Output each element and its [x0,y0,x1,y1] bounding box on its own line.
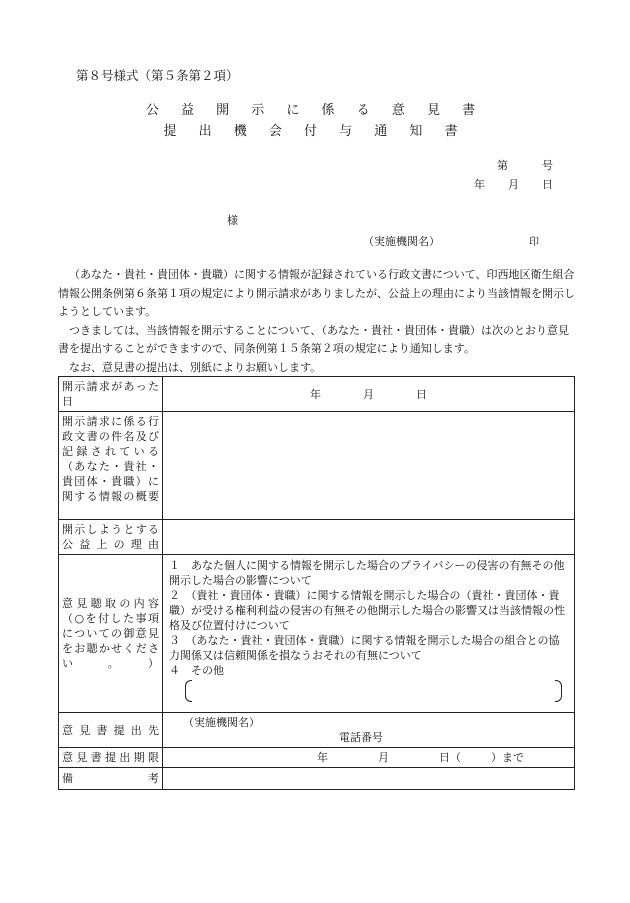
submission-phone-label: 電話番号 [339,731,383,744]
opinion-item-text: あなた個人に関する情報を開示した場合のプライバシーの侵害の有無その他開示した場合の影響について [169,559,565,587]
value-submission-destination [163,713,575,748]
label-request-date: 開示請求があった日 [59,377,163,412]
document-title-line-1: 公 益 開 示 に 係 る 意 見 書 [145,103,485,118]
table-row [59,412,575,520]
seal-mark: 印 [529,237,539,248]
submission-org-label: （実施機関名） [183,716,260,729]
request-date-year: 年 [310,387,321,401]
table-row [59,520,575,555]
sender-label: （実施機関名） [363,235,440,248]
label-opinion-content: 意見聴取の内容（○を付した事項についての御意見をお聴かせください。） [59,555,163,713]
table-row [59,768,575,790]
value-request-date [163,377,575,412]
opinion-item-4 [169,663,568,678]
left-bracket [185,680,192,702]
label-document-summary: 開示請求に係る行政文書の件名及び記録されている（あなた・貴社・貴団体・貴職）に関する情報の概要 [59,412,163,520]
opinion-item-1 [169,558,568,588]
right-bracket [555,680,562,702]
request-date-day: 日 [416,387,427,401]
addressee-suffix: 様 [227,214,238,227]
label-public-interest-reason: 開示しようとする公益上の理由 [59,520,163,555]
notice-paragraph-2: つきましては、当該情報を開示することについて、（あなた・貴社・貴団体・貴職）は次のとおり意見書を提出することができますので、同条例第１５条第２項の規定により通知します。 [58,323,570,355]
value-document-summary[interactable] [163,412,575,520]
table-row [59,748,575,768]
value-remarks[interactable] [163,768,575,790]
form-number: 第８号様式（第５条第２項） [76,68,239,83]
issue-date-day: 日 [542,178,553,191]
opinion-item-text: （貴社・貴団体・貴職）に関する情報を開示した場合の（貴社・貴団体・貴職）が受ける権利利益の侵害の有無その他開示した場合の影響又は当該情報の性格及び位置付けについて [169,589,565,632]
table-row [59,555,575,713]
opinion-item-number: ４ [169,664,180,677]
opinion-item-3 [169,633,568,663]
deadline-year: 年 [317,751,328,764]
opinion-form-table [58,376,575,790]
deadline-month: 月 [378,751,389,764]
value-public-interest-reason[interactable] [163,520,575,555]
deadline-close: ）まで [491,751,524,764]
opinion-item-number: １ [169,559,180,572]
opinion-item-text: その他 [191,664,224,677]
label-remarks: 備考 [59,768,163,790]
doc-number-go: 号 [542,159,553,172]
issue-date-month: 月 [508,178,519,191]
opinion-item-2 [169,588,568,633]
notice-paragraph-1: （あなた・貴社・貴団体・貴職）に関する情報が記録されている行政文書について、印西地区衛生組合情報公開条例第６条第１項の規定により開示請求がありましたが、公益上の理由により当該情報を開示しようとしています。 [58,268,575,318]
opinion-item-text: （あなた・貴社・貴団体・貴職）に関する情報を開示した場合の組合との協力関係又は信頼関係を損なうおそれの有無について [169,634,560,662]
value-opinion-items [163,555,575,713]
request-date-month: 月 [363,387,374,401]
label-submission-destination: 意見書提出先 [59,713,163,748]
issue-date-year: 年 [474,178,485,191]
document-title-line-2: 提 出 機 会 付 与 通 知 書 [163,124,467,139]
opinion-item-number: ３ [169,634,180,647]
opinion-item-number: ２ [169,589,180,602]
label-submission-deadline: 意見書提出期限 [59,748,163,768]
doc-number-dai: 第 [497,159,508,172]
notice-paragraph-3: なお、意見書の提出は、別紙によりお願いします。 [69,360,322,374]
table-row [59,377,575,412]
deadline-day: 日（ [439,751,461,764]
table-row [59,713,575,748]
value-submission-deadline [163,748,575,768]
notice-body [58,266,580,377]
other-opinion-bracket[interactable] [185,680,562,702]
